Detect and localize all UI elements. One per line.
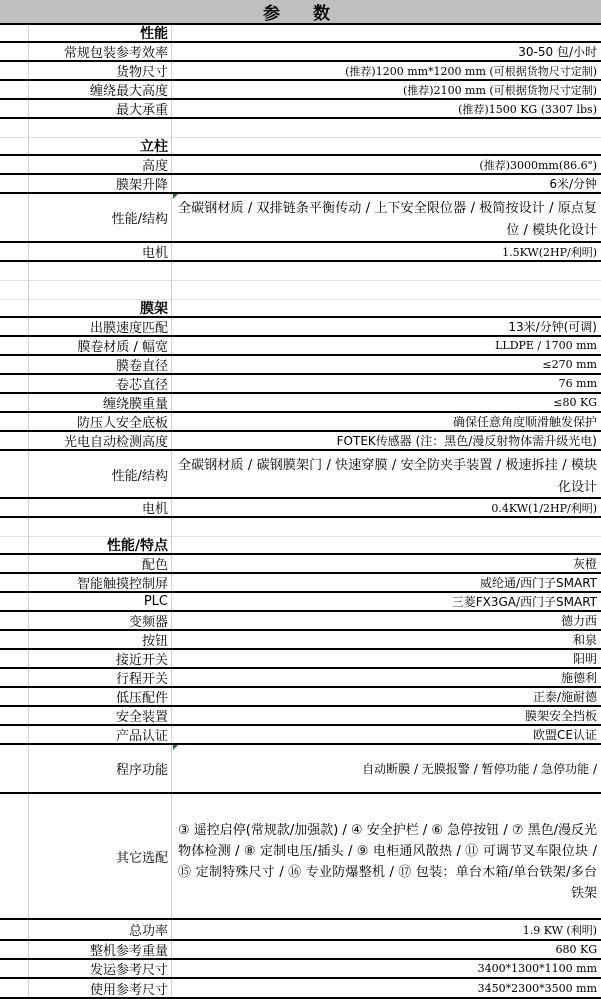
comment-marker (173, 745, 178, 750)
row-value: (推荐)2100 mm (可根据货物尺寸定制) (402, 83, 597, 97)
row-value: 阳明 (572, 652, 597, 666)
table-row (0, 194, 601, 243)
row-label: 电机 (28, 499, 172, 516)
row-label: 其它选配 (28, 794, 172, 918)
table-row (0, 100, 601, 119)
row-value: 30-50 包/小时 (518, 45, 597, 59)
table-row (0, 726, 601, 745)
row-label (28, 518, 172, 536)
section-column (0, 138, 601, 156)
row-label: 整机参考重量 (28, 941, 172, 958)
row-value: LLDPE / 1700 mm (495, 339, 597, 352)
row-value: 三菱FX3GA/西门子SMART (451, 595, 597, 609)
table-row (0, 243, 601, 262)
section-features (0, 537, 601, 555)
row-label: 产品认证 (28, 726, 172, 743)
row-value: 欧盟CE认证 (533, 728, 597, 742)
row-value: ≤80 KG (553, 396, 597, 409)
row-value: 13米/分钟(可调) (508, 320, 597, 334)
row-value (172, 262, 601, 280)
table-row (0, 707, 601, 726)
row-label: 卷芯直径 (28, 375, 172, 392)
row-value: 全碳钢材质 / 碳钢膜架门 / 快速穿膜 / 安全防夹手装置 / 极速拆挂 / 模块化设计 (178, 458, 597, 495)
table-row (0, 631, 601, 650)
row-label: 按钮 (28, 631, 172, 648)
row-value: 1.5KW(2HP/利明) (502, 245, 597, 259)
blank-row (0, 262, 601, 281)
table-row (0, 979, 601, 999)
row-label: 行程开关 (28, 669, 172, 686)
row-label: 膜卷直径 (28, 356, 172, 373)
section-header: 膜架 (28, 300, 172, 316)
row-label: 光电自动检测高度 (28, 432, 172, 449)
row-label: 出膜速度匹配 (28, 318, 172, 335)
table-row (0, 941, 601, 960)
table-row (0, 650, 601, 669)
row-value: 76 mm (558, 377, 597, 390)
row-value: (推荐)1500 KG (3307 lbs) (458, 102, 597, 116)
row-value (172, 537, 601, 553)
row-label: 接近开关 (28, 650, 172, 667)
row-value (172, 300, 601, 316)
row-label: 性能/结构 (28, 451, 172, 497)
row-value: 0.4KW(1/2HP/利明) (491, 501, 597, 515)
section-header: 性能 (28, 25, 172, 41)
blank-row (0, 281, 601, 300)
table-row (0, 394, 601, 413)
row-value: FOTEK传感器 (注：黑色/漫反射物体需升级光电) (336, 434, 597, 448)
table-row (0, 745, 601, 794)
table-row (0, 920, 601, 941)
table-row (0, 960, 601, 979)
row-label: 安全装置 (28, 707, 172, 724)
table-row (0, 337, 601, 356)
row-value: 自动断膜 / 无膜报警 / 暂停功能 / 急停功能 / (362, 762, 597, 776)
row-label (28, 119, 172, 137)
row-value: (推荐)3000mm(86.6") (479, 158, 597, 172)
table-row (0, 62, 601, 81)
row-value: 6米/分钟 (549, 177, 597, 191)
row-value: 3450*2300*3500 mm (477, 981, 597, 995)
row-label: 总功率 (28, 920, 172, 939)
row-value: 德力西 (560, 614, 597, 628)
section-film-frame (0, 300, 601, 318)
row-value: ③ 遥控启停(常规款/加强款) / ④ 安全护栏 / ⑥ 急停按钮 / ⑦ 黑色/漫反光物体检测 / ⑧ 定制电压/插头 / ⑨ 电柜通风散热 / ⑪ 可调节叉车限位块 / ⑮ 定制特殊尺寸 / ⑯ 专业防爆整机 / ⑰ 包装：单台木箱/单台铁架/多台铁架 (178, 823, 597, 901)
row-label: PLC (28, 593, 172, 610)
table-row (0, 432, 601, 451)
row-label: 防压人安全底板 (28, 413, 172, 430)
table-row (0, 669, 601, 688)
row-label: 货物尺寸 (28, 62, 172, 79)
section-header: 性能/特点 (28, 537, 172, 553)
table-row (0, 156, 601, 175)
table-row (0, 499, 601, 518)
table-row (0, 794, 601, 920)
table-row (0, 451, 601, 499)
row-label: 高度 (28, 156, 172, 173)
row-label: 膜架升降 (28, 175, 172, 192)
row-value: 施德利 (560, 671, 597, 685)
row-label: 使用参考尺寸 (28, 979, 172, 997)
section-performance (0, 25, 601, 43)
row-label: 常规包装参考效率 (28, 43, 172, 60)
table-row (0, 688, 601, 707)
row-label: 最大承重 (28, 100, 172, 117)
row-label: 配色 (28, 555, 172, 572)
row-label: 变频器 (28, 612, 172, 629)
row-value: 680 KG (555, 943, 597, 956)
row-value: 威纶通/西门子SMART (479, 576, 597, 590)
row-value: 正泰/施耐德 (532, 690, 597, 704)
row-value: 3400*1300*1100 mm (477, 962, 597, 975)
comment-marker (173, 194, 178, 199)
row-value: 膜架安全挡板 (524, 709, 597, 723)
section-header: 立柱 (28, 138, 172, 154)
table-row (0, 375, 601, 394)
row-label (28, 281, 172, 299)
row-label: 膜卷材质 / 幅宽 (28, 337, 172, 354)
row-value (172, 119, 601, 137)
row-label: 程序功能 (28, 745, 172, 792)
row-label: 缠绕最大高度 (28, 81, 172, 98)
row-value (172, 138, 601, 154)
table-row (0, 593, 601, 612)
sheet-title: 参 数 (0, 0, 601, 25)
row-value (172, 281, 601, 299)
row-label: 电机 (28, 243, 172, 260)
row-label: 缠绕膜重量 (28, 394, 172, 411)
row-label: 智能触摸控制屏 (28, 574, 172, 591)
row-value (172, 25, 601, 41)
table-row (0, 175, 601, 194)
table-row (0, 413, 601, 432)
blank-row (0, 119, 601, 138)
row-value: ≤270 mm (542, 358, 597, 371)
table-row (0, 81, 601, 100)
table-row (0, 43, 601, 62)
row-value (172, 518, 601, 536)
table-row (0, 574, 601, 593)
row-value: 和泉 (572, 633, 597, 647)
row-value: (推荐)1200 mm*1200 mm (可根据货物尺寸定制) (345, 64, 597, 78)
table-row (0, 612, 601, 631)
row-label: 发运参考尺寸 (28, 960, 172, 977)
row-label: 低压配件 (28, 688, 172, 705)
table-row (0, 356, 601, 375)
blank-row (0, 518, 601, 537)
row-value: 确保任意角度顺滑触发保护 (452, 415, 597, 429)
table-row (0, 555, 601, 574)
table-row (0, 318, 601, 337)
row-value: 全碳钢材质 / 双排链条平衡传动 / 上下安全限位器 / 极简按设计 / 原点复位 / 模块化设计 (178, 201, 597, 238)
row-value: 1.9 KW (利明) (522, 923, 597, 937)
row-label: 性能/结构 (28, 194, 172, 241)
row-label (28, 262, 172, 280)
row-value: 灰橙 (572, 557, 597, 571)
